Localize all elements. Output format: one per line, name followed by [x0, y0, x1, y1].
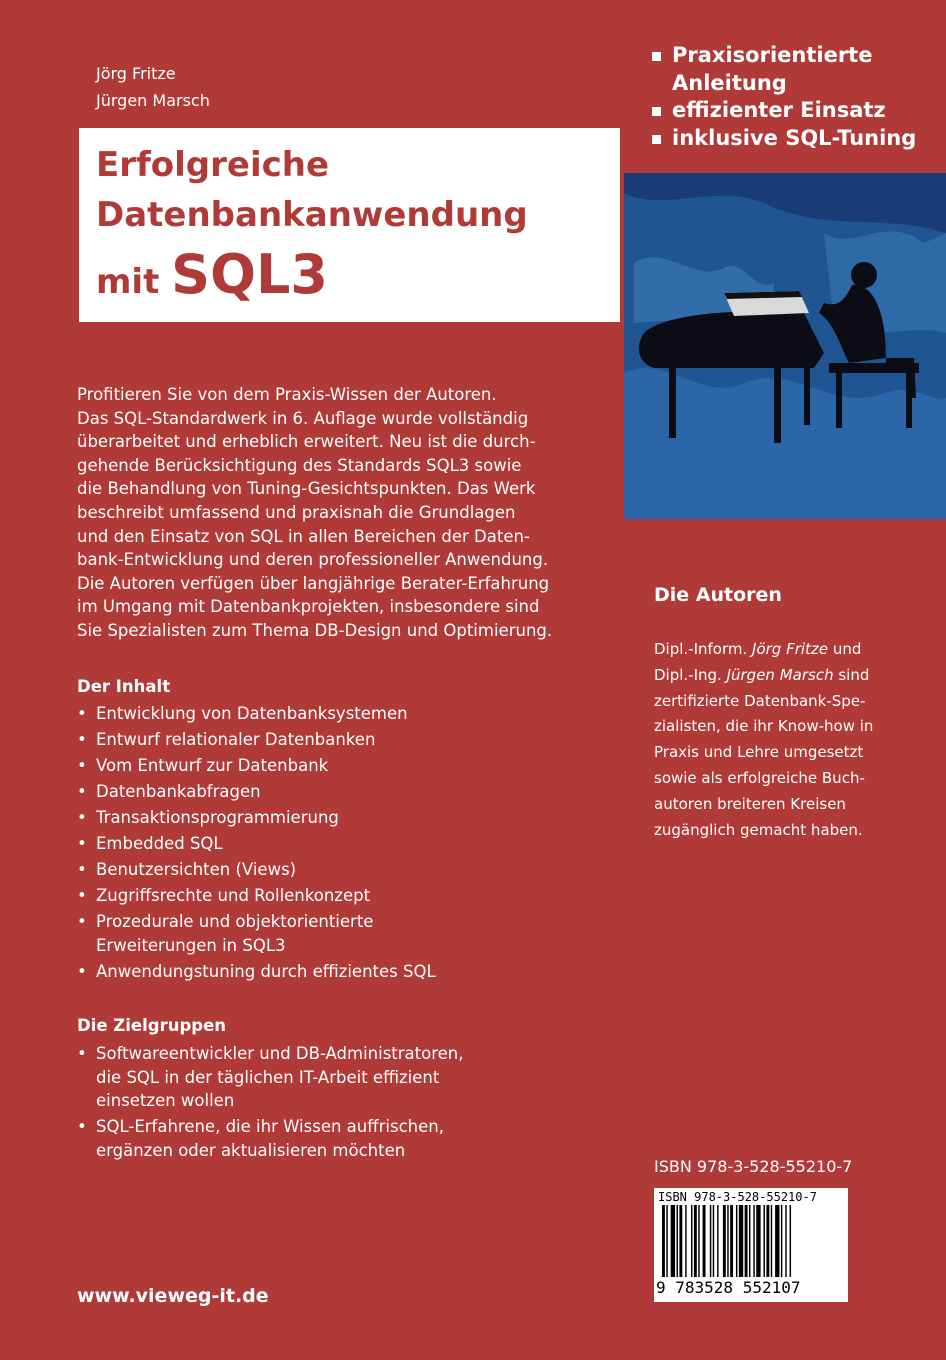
about-line: Praxis und Lehre umgesetzt: [654, 743, 864, 762]
barcode-bar: [764, 1205, 765, 1277]
list-item: • Benutzersichten (Views): [77, 858, 436, 882]
barcode-bar: [790, 1205, 791, 1277]
barcode-bar: [691, 1205, 692, 1277]
contents-heading: Der Inhalt: [77, 677, 171, 696]
about-line: zertifizierte Datenbank-Spe-: [654, 691, 866, 710]
barcode-bar: [745, 1205, 748, 1277]
barcode-digits: 9 783528 552107: [656, 1278, 801, 1297]
barcode-bars: [656, 1205, 846, 1277]
list-item: • Datenbankabfragen: [77, 780, 436, 804]
list-item: • Softwareentwickler und DB-Administratoren, die SQL in der täglichen IT-Arbeit effizient einsetzen wollen: [77, 1042, 464, 1113]
intro-line: Die Autoren verfügen über langjährige Berater-Erfahrung: [77, 573, 550, 593]
audience-heading: Die Zielgruppen: [77, 1016, 227, 1035]
barcode-bar: [671, 1205, 675, 1277]
title-sql3: SQL3: [171, 243, 328, 306]
about-authors-text: [654, 637, 894, 843]
highlights: [652, 42, 916, 152]
barcode-bar: [756, 1205, 760, 1277]
audience-list: [77, 1042, 464, 1165]
barcode-bar: [727, 1205, 728, 1277]
barcode-bar: [694, 1205, 697, 1277]
about-line: autoren breiteren Kreisen: [654, 794, 846, 813]
about-line: sowie als erfolgreiche Buch-: [654, 768, 865, 787]
barcode-isbn: ISBN 978-3-528-55210-7: [658, 1190, 817, 1204]
intro-paragraph: [77, 383, 597, 643]
about-line: zugänglich gemacht haben.: [654, 820, 863, 839]
intro-line: im Umgang mit Datenbankprojekten, insbesondere sind: [77, 597, 540, 617]
barcode-bar: [662, 1205, 665, 1277]
title-box: [79, 128, 620, 322]
intro-line: bank-Entwicklung und deren professioneller Anwendung.: [77, 550, 549, 570]
intro-line: Profitieren Sie von dem Praxis-Wissen der Autoren.: [77, 385, 497, 404]
intro-line: und den Einsatz von SQL in allen Bereichen der Daten-: [77, 526, 530, 546]
title-line-1: Erfolgreiche: [96, 145, 330, 185]
barcode-bar: [753, 1205, 754, 1277]
list-item: • Entwurf relationaler Datenbanken: [77, 728, 436, 752]
contents-list: [77, 702, 436, 986]
author-name-1: Jörg Fritze: [752, 640, 829, 658]
publisher-website: www.vieweg-it.de: [77, 1285, 269, 1307]
barcode-bar: [775, 1205, 779, 1277]
barcode-bar: [717, 1205, 718, 1277]
highlight-item: effizienter Einsatz: [652, 97, 916, 125]
barcode-bar: [785, 1205, 786, 1277]
author-1: Jörg Fritze: [96, 64, 176, 83]
barcode-bar: [771, 1205, 772, 1277]
intro-line: die Behandlung von Tuning-Gesichtspunkten. Das Werk: [77, 479, 536, 499]
barcode-bar: [749, 1205, 750, 1277]
title-line-3: [96, 243, 620, 307]
list-item: • Prozedurale und objektorientierte Erweiterungen in SQL3: [77, 910, 436, 957]
intro-line: gehende Berücksichtigung des Standards SQL3 sowie: [77, 455, 522, 475]
barcode-bar: [739, 1205, 743, 1277]
intro-line: überarbeitet und erheblich erweitert. Neu ist die durch-: [77, 432, 536, 452]
title-line-2: Datenbankanwendung: [96, 195, 528, 235]
list-item: • Anwendungstuning durch effizientes SQL: [77, 960, 436, 984]
barcode: [654, 1188, 848, 1302]
cover-photo: [624, 173, 946, 519]
barcode-bar: [679, 1205, 682, 1277]
list-item: • Vom Entwurf zur Datenbank: [77, 754, 436, 778]
cover-authors: [96, 60, 210, 114]
barcode-bar: [766, 1205, 769, 1277]
highlight-item: Praxisorientierte: [652, 42, 916, 70]
barcode-bar: [685, 1205, 686, 1277]
barcode-bar: [677, 1205, 678, 1277]
list-item: • Entwicklung von Datenbanksystemen: [77, 702, 436, 726]
isbn-text: ISBN 978-3-528-55210-7: [654, 1157, 853, 1176]
barcode-bar: [710, 1205, 711, 1277]
list-item: • Embedded SQL: [77, 832, 436, 856]
barcode-bar: [730, 1205, 733, 1277]
highlight-item-continued: Anleitung: [672, 70, 787, 95]
intro-line: beschreibt umfassend und praxisnah die Grundlagen: [77, 502, 516, 522]
barcode-bar: [666, 1205, 667, 1277]
barcode-bar: [713, 1205, 714, 1277]
intro-line: Das SQL-Standardwerk in 6. Auflage wurde vollständig: [77, 408, 529, 428]
intro-line: Sie Spezialisten zum Thema DB-Design und Optimierung.: [77, 620, 553, 640]
about-authors-heading: Die Autoren: [654, 584, 782, 606]
barcode-bar: [781, 1205, 782, 1277]
piano-player-illustration: [624, 173, 946, 519]
list-item: • Transaktionsprogrammierung: [77, 806, 436, 830]
about-line: zialisten, die ihr Know-how in: [654, 717, 874, 736]
list-item: • Zugriffsrechte und Rollenkonzept: [77, 884, 436, 908]
about-line: Dipl.-Ing. Jürgen Marsch sind: [654, 665, 870, 684]
barcode-bar: [703, 1205, 706, 1277]
barcode-bar: [736, 1205, 737, 1277]
highlight-item: inklusive SQL-Tuning: [652, 125, 916, 153]
barcode-bar: [698, 1205, 699, 1277]
author-2: Jürgen Marsch: [96, 91, 210, 110]
title-prefix: mit: [96, 262, 172, 302]
list-item: • SQL-Erfahrene, die ihr Wissen auffrischen, ergänzen oder aktualisieren möchten: [77, 1115, 464, 1162]
barcode-bar: [723, 1205, 726, 1277]
about-line: Dipl.-Inform. Jörg Fritze und: [654, 640, 862, 658]
author-name-2: Jürgen Marsch: [726, 665, 834, 684]
